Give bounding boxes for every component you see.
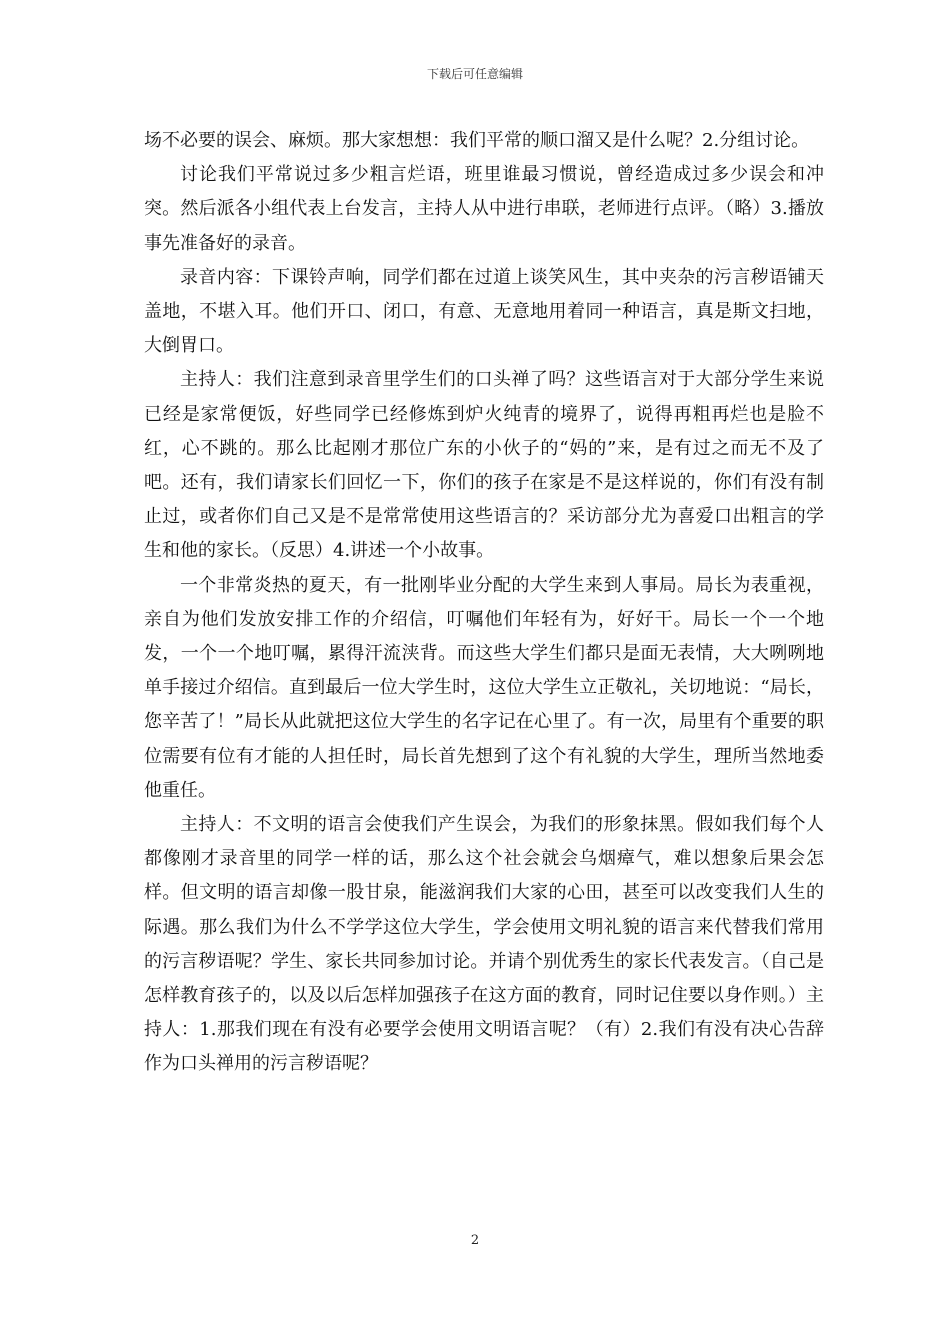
paragraph-4: 主持人：我们注意到录音里学生们的口头禅了吗？这些语言对于大部分学生来说已经是家常便饭，好些同学已经修炼到炉火纯青的境界了，说得再粗再烂也是脸不红，心不跳的。那么比起刚才那位广东的小伙子的“妈的”来，是有过之而无不及了吧。还有，我们请家长们回忆一下，你们的孩子在家是不是这样说的，你们有没有制止过，或者你们自己又是不是常常使用这些语言的？采访部分尤为喜爱口出粗言的学生和他的家长。（反思）4.讲述一个小故事。 <box>144 369 824 562</box>
paragraph-6: 主持人：不文明的语言会使我们产生误会，为我们的形象抹黑。假如我们每个人都像刚才录音里的同学一样的话，那么这个社会就会乌烟瘴气，难以想象后果会怎样。但文明的语言却像一股甘泉，能滋润我们大家的心田，甚至可以改变我们人生的际遇。那么我们为什么不学学这位大学生，学会使用文明礼貌的语言来代替我们常用的污言秽语呢？学生、家长共同参加讨论。并请个别优秀生的家长代表发言。（自己是怎样教育孩子的，以及以后怎样加强孩子在这方面的教育，同时记住要以身作则。）主持人：1.那我们现在有没有必要学会使用文明语言呢？（有）2.我们有没有决心告辞作为口头禅用的污言秽语呢？ <box>144 814 824 1075</box>
paragraph-3: 录音内容：下课铃声响，同学们都在过道上谈笑风生，其中夹杂的污言秽语铺天盖地，不堪入耳。他们开口、闭口，有意、无意地用着同一种语言，真是斯文扫地，大倒胃口。 <box>144 266 824 357</box>
paragraph-5: 一个非常炎热的夏天，有一批刚毕业分配的大学生来到人事局。局长为表重视，亲自为他们发放安排工作的介绍信，叮嘱他们年轻有为，好好干。局长一个一个地发，一个一个地叮嘱，累得汗流浃背。而这些大学生们都只是面无表情，大大咧咧地单手接过介绍信。直到最后一位大学生时，这位大学生立正敬礼，关切地说：“局长，您辛苦了！”局长从此就把这位大学生的名字记在心里了。有一次，局里有个重要的职位需要有位有才能的人担任时，局长首先想到了这个有礼貌的大学生，理所当然地委他重任。 <box>144 574 824 801</box>
paragraph-1: 场不必要的误会、麻烦。那大家想想：我们平常的顺口溜又是什么呢？2.分组讨论。 <box>144 130 810 151</box>
paragraph-2: 讨论我们平常说过多少粗言烂语，班里谁最习惯说，曾经造成过多少误会和冲突。然后派各小组代表上台发言，主持人从中进行串联，老师进行点评。（略）3.播放事先准备好的录音。 <box>144 164 824 254</box>
page-header: 下载后可任意编辑 <box>426 67 523 81</box>
page-number: 2 <box>470 1233 480 1248</box>
document-body <box>144 124 824 1082</box>
